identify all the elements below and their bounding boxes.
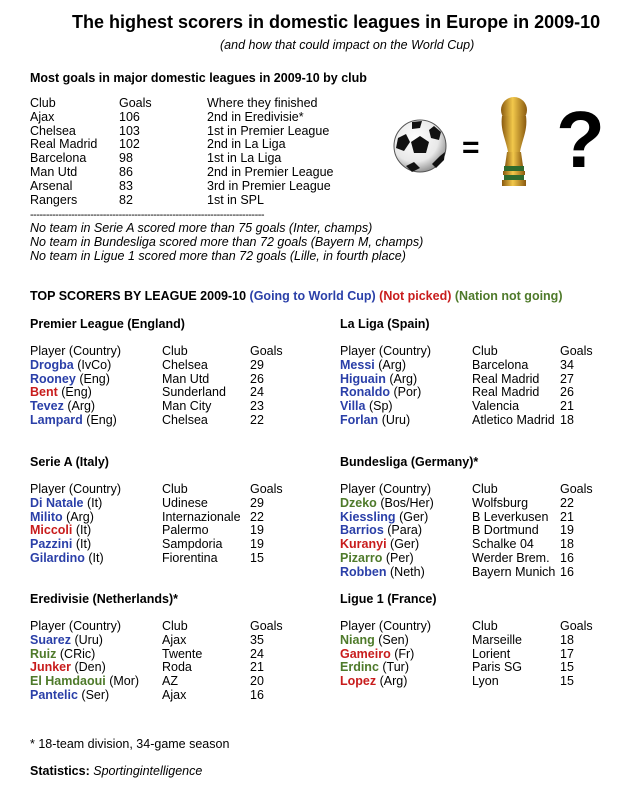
league-title: Ligue 1 (France) xyxy=(340,592,437,606)
football-icon xyxy=(392,118,448,174)
player-club: Bayern Munich xyxy=(472,564,556,579)
player-club: Valencia xyxy=(472,399,520,414)
player-goals: 16 xyxy=(250,687,264,702)
player-row xyxy=(30,524,310,538)
club-row xyxy=(30,152,370,166)
player-goals: 29 xyxy=(250,495,264,510)
player-country: (Ger) xyxy=(390,537,420,552)
club-row xyxy=(30,194,370,208)
league-block xyxy=(340,456,620,580)
player-goals: 16 xyxy=(560,564,574,579)
page-subtitle: (and how that could impact on the World Cup) xyxy=(220,38,475,52)
header-club: Club xyxy=(472,482,498,496)
player-goals: 17 xyxy=(560,646,574,661)
player-club: Real Madrid xyxy=(472,371,540,386)
club-goals: 83 xyxy=(119,178,133,193)
player-name: Erdinc xyxy=(340,660,379,675)
club-goals: 103 xyxy=(119,123,140,138)
question-mark: ? xyxy=(556,95,605,184)
league-title: Bundesliga (Germany)* xyxy=(340,455,479,469)
player-goals: 20 xyxy=(250,674,264,689)
player-country: (Uru) xyxy=(74,632,103,647)
club-row xyxy=(30,166,370,180)
player-goals: 22 xyxy=(250,412,264,427)
club-finish: 1st in La Liga xyxy=(207,151,282,166)
page-title: The highest scorers in domestic leagues in Europe in 2009-10 xyxy=(72,12,601,32)
player-row xyxy=(340,497,620,511)
player-goals: 19 xyxy=(250,523,264,538)
player-goals: 24 xyxy=(250,385,264,400)
player-row xyxy=(30,400,310,414)
club-row xyxy=(30,125,370,139)
player-cell xyxy=(340,524,422,538)
club-goals: 82 xyxy=(119,192,133,207)
club-row xyxy=(30,138,370,152)
league-title: Premier League (England) xyxy=(30,317,185,331)
player-cell xyxy=(30,538,91,552)
player-country: (Sp) xyxy=(368,399,393,414)
club-name: Real Madrid xyxy=(30,137,98,152)
player-country: (Arg) xyxy=(67,399,96,414)
player-row xyxy=(340,552,620,566)
header-goals: Goals xyxy=(560,619,593,633)
player-row xyxy=(340,675,620,689)
player-club: Udinese xyxy=(162,495,208,510)
player-club: Internazionale xyxy=(162,509,241,524)
player-club: Palermo xyxy=(162,523,209,538)
club-goals: 98 xyxy=(119,151,133,166)
player-name: Suarez xyxy=(30,632,71,647)
player-row xyxy=(340,359,620,373)
header-player: Player (Country) xyxy=(340,344,431,358)
header-player: Player (Country) xyxy=(30,619,121,633)
player-goals: 22 xyxy=(560,495,574,510)
player-cell xyxy=(30,359,111,373)
player-cell xyxy=(340,538,419,552)
player-club: Paris SG xyxy=(472,660,523,675)
player-row xyxy=(340,648,620,662)
club-row xyxy=(30,111,370,125)
player-name: Pizarro xyxy=(340,550,383,565)
player-cell xyxy=(30,414,117,428)
league-block xyxy=(30,318,310,428)
club-finish: 1st in Premier League xyxy=(207,123,330,138)
league-header-row xyxy=(340,620,620,634)
player-cell xyxy=(30,675,139,689)
player-goals: 18 xyxy=(560,537,574,552)
player-country: (Per) xyxy=(385,550,414,565)
player-cell xyxy=(30,373,110,387)
player-goals: 19 xyxy=(560,523,574,538)
header-player: Player (Country) xyxy=(30,344,121,358)
player-row xyxy=(340,661,620,675)
player-goals: 34 xyxy=(560,357,574,372)
player-name: Tevez xyxy=(30,399,64,414)
player-goals: 24 xyxy=(250,646,264,661)
league-header-row xyxy=(340,483,620,497)
legend-going: (Going to World Cup) xyxy=(249,289,376,303)
player-name: El Hamdaoui xyxy=(30,674,106,689)
player-club: Roda xyxy=(162,660,192,675)
league-header-row xyxy=(30,483,310,497)
league-block xyxy=(30,593,310,703)
club-name: Man Utd xyxy=(30,164,78,179)
club-note-2: No team in Bundesliga scored more than 72 goals (Bayern M, champs) xyxy=(30,235,424,249)
player-name: Messi xyxy=(340,357,375,372)
player-cell xyxy=(340,414,410,428)
club-finish: 2nd in Eredivisie* xyxy=(207,109,304,124)
player-club: B Dortmund xyxy=(472,523,539,538)
player-country: (Ger) xyxy=(399,509,429,524)
player-row xyxy=(340,511,620,525)
player-name: Ronaldo xyxy=(340,385,390,400)
player-club: Man City xyxy=(162,399,212,414)
player-goals: 26 xyxy=(250,371,264,386)
player-name: Gameiro xyxy=(340,646,391,661)
player-club: Real Madrid xyxy=(472,385,540,400)
player-goals: 15 xyxy=(250,550,264,565)
player-club: Lorient xyxy=(472,646,511,661)
player-goals: 35 xyxy=(250,632,264,647)
player-row xyxy=(30,538,310,552)
player-row xyxy=(340,524,620,538)
player-club: Ajax xyxy=(162,632,187,647)
player-country: (CRic) xyxy=(59,646,96,661)
player-country: (Mor) xyxy=(109,674,140,689)
league-header-row xyxy=(30,620,310,634)
club-finish: 2nd in La Liga xyxy=(207,137,286,152)
player-cell xyxy=(30,524,91,538)
player-club: Atletico Madrid xyxy=(472,412,555,427)
player-cell xyxy=(340,359,406,373)
club-goals: 106 xyxy=(119,109,140,124)
player-country: (Sen) xyxy=(378,632,409,647)
player-club: Wolfsburg xyxy=(472,495,529,510)
player-row xyxy=(30,552,310,566)
player-cell xyxy=(30,648,95,662)
player-club: Chelsea xyxy=(162,412,208,427)
club-header-club: Club xyxy=(30,96,56,110)
player-country: (Eng) xyxy=(79,371,110,386)
league-header-row xyxy=(30,345,310,359)
legend-not-going: (Nation not going) xyxy=(454,289,563,303)
player-row xyxy=(30,689,310,703)
player-cell xyxy=(30,552,104,566)
player-row xyxy=(340,538,620,552)
trophy-icon xyxy=(496,96,532,188)
player-club: Marseille xyxy=(472,632,523,647)
player-club: Chelsea xyxy=(162,357,208,372)
club-name: Chelsea xyxy=(30,123,76,138)
statistics-label: Statistics: xyxy=(30,764,90,778)
player-name: Drogba xyxy=(30,357,74,372)
league-block xyxy=(340,318,620,428)
player-country: (Tur) xyxy=(382,660,410,675)
top-scorers-heading xyxy=(30,289,562,303)
player-cell xyxy=(30,689,109,703)
player-cell xyxy=(30,497,102,511)
league-title: Eredivisie (Netherlands)* xyxy=(30,592,178,606)
player-cell xyxy=(340,497,434,511)
player-name: Milito xyxy=(30,509,63,524)
club-goals: 102 xyxy=(119,137,140,152)
player-name: Junker xyxy=(30,660,71,675)
player-name: Lopez xyxy=(340,674,377,689)
statistics-credit xyxy=(30,765,202,779)
player-goals: 19 xyxy=(250,537,264,552)
player-club: AZ xyxy=(162,674,178,689)
player-club: Ajax xyxy=(162,687,187,702)
player-goals: 18 xyxy=(560,412,574,427)
player-cell xyxy=(340,675,407,689)
player-country: (Arg) xyxy=(389,371,418,386)
player-name: Ruiz xyxy=(30,646,57,661)
player-country: (Para) xyxy=(387,523,422,538)
player-name: Dzeko xyxy=(340,495,377,510)
player-country: (Uru) xyxy=(381,412,411,427)
player-country: (Den) xyxy=(74,660,106,675)
player-name: Villa xyxy=(340,399,366,414)
player-club: B Leverkusen xyxy=(472,509,549,524)
player-country: (Ser) xyxy=(81,687,110,702)
player-goals: 16 xyxy=(560,550,574,565)
header-player: Player (Country) xyxy=(340,482,431,496)
player-name: Lampard xyxy=(30,412,83,427)
player-cell xyxy=(340,400,393,414)
player-row xyxy=(30,661,310,675)
player-club: Werder Brem. xyxy=(472,550,550,565)
player-name: Robben xyxy=(340,564,387,579)
player-row xyxy=(340,386,620,400)
player-name: Gilardino xyxy=(30,550,85,565)
player-club: Schalke 04 xyxy=(472,537,534,552)
club-note-1: No team in Serie A scored more than 75 goals (Inter, champs) xyxy=(30,221,373,235)
legend-not-picked: (Not picked) xyxy=(379,289,452,303)
club-divider: -------------------------------------------------------------------------- xyxy=(30,209,265,221)
league-block xyxy=(340,593,620,689)
player-cell xyxy=(340,373,417,387)
club-table-header xyxy=(30,97,370,111)
player-cell xyxy=(340,648,414,662)
club-finish: 3rd in Premier League xyxy=(207,178,331,193)
header-goals: Goals xyxy=(250,482,283,496)
footnote: * 18-team division, 34-game season xyxy=(30,737,230,751)
league-header-row xyxy=(340,345,620,359)
equals-sign: = xyxy=(462,131,480,164)
player-row xyxy=(30,359,310,373)
club-finish: 1st in SPL xyxy=(207,192,264,207)
player-name: Higuain xyxy=(340,371,386,386)
club-finish: 2nd in Premier League xyxy=(207,164,334,179)
player-row xyxy=(340,373,620,387)
player-goals: 23 xyxy=(250,399,264,414)
header-club: Club xyxy=(472,619,498,633)
player-name: Miccoli xyxy=(30,523,73,538)
player-row xyxy=(340,566,620,580)
player-country: (Neth) xyxy=(390,564,425,579)
player-row xyxy=(30,648,310,662)
player-name: Kiessling xyxy=(340,509,396,524)
player-name: Bent xyxy=(30,385,58,400)
header-goals: Goals xyxy=(250,619,283,633)
club-note-3: No team in Ligue 1 scored more than 72 goals (Lille, in fourth place) xyxy=(30,249,406,263)
header-club: Club xyxy=(162,482,188,496)
player-name: Niang xyxy=(340,632,375,647)
player-goals: 15 xyxy=(560,674,574,689)
player-name: Kuranyi xyxy=(340,537,387,552)
player-goals: 22 xyxy=(250,509,264,524)
player-cell xyxy=(30,634,103,648)
player-country: (Por) xyxy=(393,385,422,400)
player-cell xyxy=(30,400,95,414)
player-country: (Bos/Her) xyxy=(380,495,434,510)
player-club: Sunderland xyxy=(162,385,226,400)
league-title: Serie A (Italy) xyxy=(30,455,109,469)
club-header-goals: Goals xyxy=(119,96,152,110)
player-club: Man Utd xyxy=(162,371,210,386)
player-name: Barrios xyxy=(340,523,384,538)
player-country: (Arg) xyxy=(378,357,407,372)
player-cell xyxy=(30,511,94,525)
club-section-heading: Most goals in major domestic leagues in 2009-10 by club xyxy=(30,71,367,85)
player-goals: 15 xyxy=(560,660,574,675)
club-table xyxy=(30,97,370,207)
club-name: Ajax xyxy=(30,109,55,124)
header-goals: Goals xyxy=(560,482,593,496)
player-name: Pazzini xyxy=(30,537,73,552)
league-block xyxy=(30,456,310,566)
header-player: Player (Country) xyxy=(30,482,121,496)
player-country: (IvCo) xyxy=(77,357,112,372)
player-cell xyxy=(340,566,425,580)
player-row xyxy=(30,634,310,648)
player-country: (It) xyxy=(75,523,92,538)
player-goals: 27 xyxy=(560,371,574,386)
league-title: La Liga (Spain) xyxy=(340,317,430,331)
player-cell xyxy=(340,661,409,675)
club-goals: 86 xyxy=(119,164,133,179)
player-club: Fiorentina xyxy=(162,550,218,565)
header-player: Player (Country) xyxy=(340,619,431,633)
player-country: (It) xyxy=(88,550,104,565)
player-country: (Fr) xyxy=(394,646,415,661)
player-club: Barcelona xyxy=(472,357,529,372)
player-club: Lyon xyxy=(472,674,499,689)
player-country: (It) xyxy=(86,495,103,510)
club-header-finish: Where they finished xyxy=(207,96,318,110)
header-goals: Goals xyxy=(250,344,283,358)
player-row xyxy=(30,511,310,525)
header-club: Club xyxy=(472,344,498,358)
player-row xyxy=(340,414,620,428)
player-goals: 21 xyxy=(250,660,264,675)
player-row xyxy=(30,414,310,428)
player-goals: 21 xyxy=(560,399,574,414)
player-cell xyxy=(30,386,92,400)
player-cell xyxy=(340,386,421,400)
header-goals: Goals xyxy=(560,344,593,358)
player-country: (Eng) xyxy=(61,385,92,400)
club-name: Arsenal xyxy=(30,178,73,193)
club-name: Barcelona xyxy=(30,151,87,166)
top-scorers-title: TOP SCORERS BY LEAGUE 2009-10 xyxy=(30,289,247,303)
player-row xyxy=(30,497,310,511)
player-goals: 26 xyxy=(560,385,574,400)
player-cell xyxy=(30,661,106,675)
player-country: (Eng) xyxy=(86,412,117,427)
player-row xyxy=(340,634,620,648)
player-row xyxy=(340,400,620,414)
player-name: Forlan xyxy=(340,412,379,427)
club-name: Rangers xyxy=(30,192,78,207)
player-name: Pantelic xyxy=(30,687,78,702)
statistics-source: Sportingintelligence xyxy=(93,764,203,778)
player-row xyxy=(30,386,310,400)
player-country: (It) xyxy=(75,537,92,552)
player-cell xyxy=(340,552,414,566)
player-goals: 29 xyxy=(250,357,264,372)
player-row xyxy=(30,675,310,689)
header-club: Club xyxy=(162,344,188,358)
header-club: Club xyxy=(162,619,188,633)
player-club: Twente xyxy=(162,646,203,661)
player-goals: 21 xyxy=(560,509,574,524)
player-name: Di Natale xyxy=(30,495,84,510)
player-country: (Arg) xyxy=(66,509,94,524)
player-goals: 18 xyxy=(560,632,574,647)
club-row xyxy=(30,180,370,194)
player-name: Rooney xyxy=(30,371,76,386)
player-country: (Arg) xyxy=(379,674,408,689)
player-club: Sampdoria xyxy=(162,537,223,552)
player-row xyxy=(30,373,310,387)
player-cell xyxy=(340,634,409,648)
player-cell xyxy=(340,511,428,525)
